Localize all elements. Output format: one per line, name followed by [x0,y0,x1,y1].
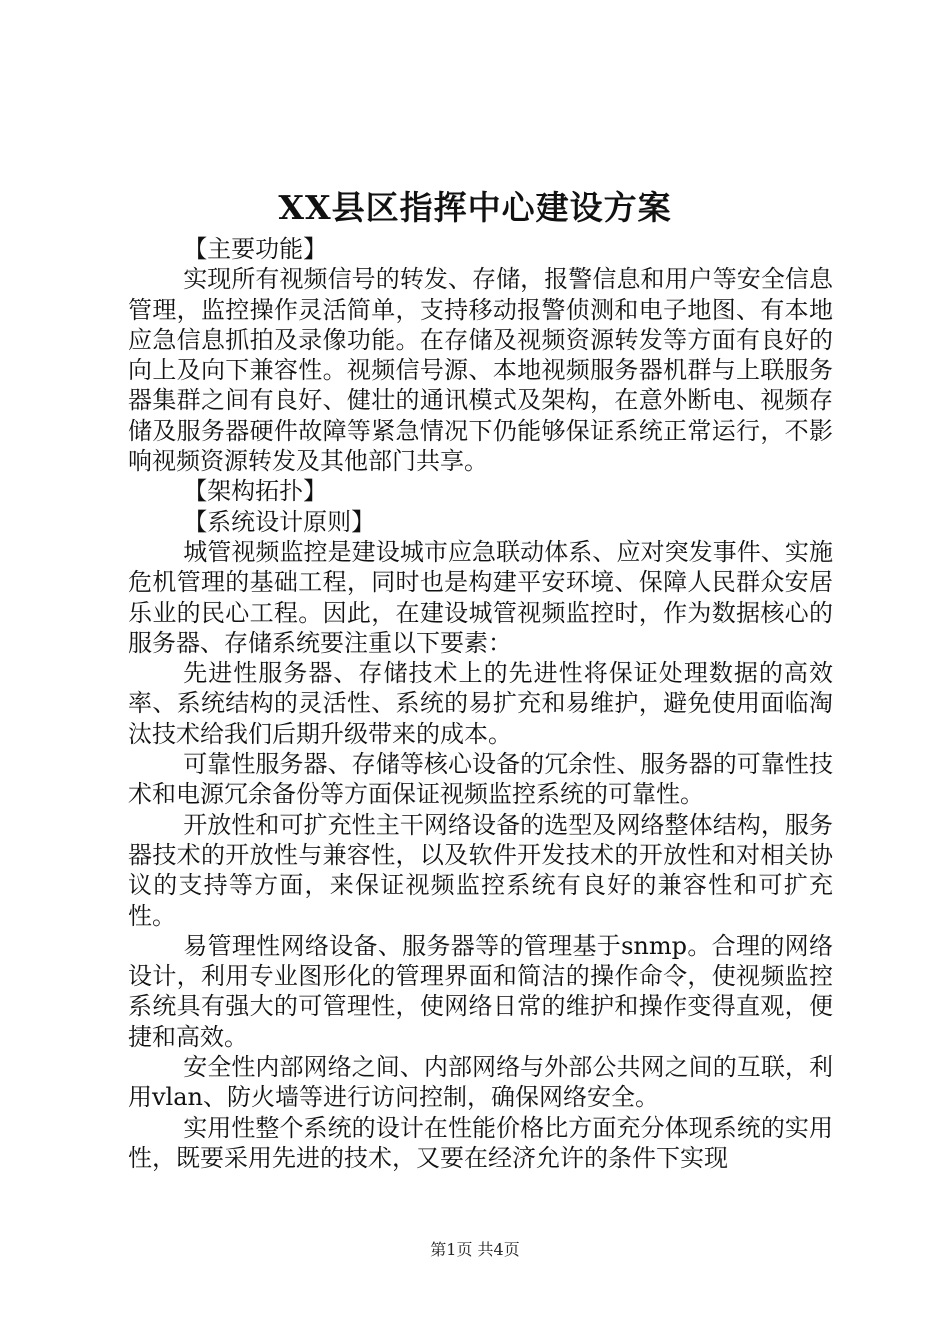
section-heading: 【主要功能】 [183,235,328,263]
body-paragraph: 城管视频监控是建设城市应急联动体系、应对突发事件、实施危机管理的基础工程，同时也是构建平安环境、保障人民群众安居乐业的民心工程。因此，在建设城管视频监控时，作为数据核心的服务器、存储系统要注重以下要素： [128,537,833,657]
body-paragraph: 安全性内部网络之间、内部网络与外部公共网之间的互联，利用vlan、防火墙等进行访问控制，确保网络安全。 [128,1053,833,1112]
body-paragraph: 先进性服务器、存储技术上的先进性将保证处理数据的高效率、系统结构的灵活性、系统的易扩充和易维护，避免使用面临淘汰技术给我们后期升级带来的成本。 [128,659,833,748]
body-paragraph: 开放性和可扩充性主干网络设备的选型及网络整体结构，服务器技术的开放性与兼容性，以及软件开发技术的开放性和对相关协议的支持等方面，来保证视频监控系统有良好的兼容性和可扩充性。 [128,810,833,930]
section-heading: 【系统设计原则】 [183,507,376,536]
document-body [128,234,833,1173]
section-heading: 【架构拓扑】 [183,477,328,506]
body-paragraph: 易管理性网络设备、服务器等的管理基于snmp。合理的网络设计，利用专业图形化的管理界面和简洁的操作命令，使视频监控系统具有强大的可管理性，使网络日常的维护和操作变得直观，便捷和高效。 [128,931,833,1051]
body-paragraph: 可靠性服务器、存储等核心设备的冗余性、服务器的可靠性技术和电源冗余备份等方面保证视频监控系统的可靠性。 [128,750,833,809]
body-paragraph: 实用性整个系统的设计在性能价格比方面充分体现系统的实用性，既要采用先进的技术，又要在经济允许的条件下实现 [128,1113,833,1172]
document-title: XX县区指挥中心建设方案 [278,188,672,227]
body-paragraph: 实现所有视频信号的转发、存储，报警信息和用户等安全信息管理，监控操作灵活简单，支持移动报警侦测和电子地图、有本地应急信息抓拍及录像功能。在存储及视频资源转发等方面有良好的向上及向下兼容性。视频信号源、本地视频服务器机群与上联服务器集群之间有良好、健壮的通讯模式及架构，在意外断电、视频存储及服务器硬件故障等紧急情况下仍能够保证系统正常运行，不影响视频资源转发及其他部门共享。 [128,265,833,476]
page-footer: 第1页 共4页 [430,1240,520,1259]
